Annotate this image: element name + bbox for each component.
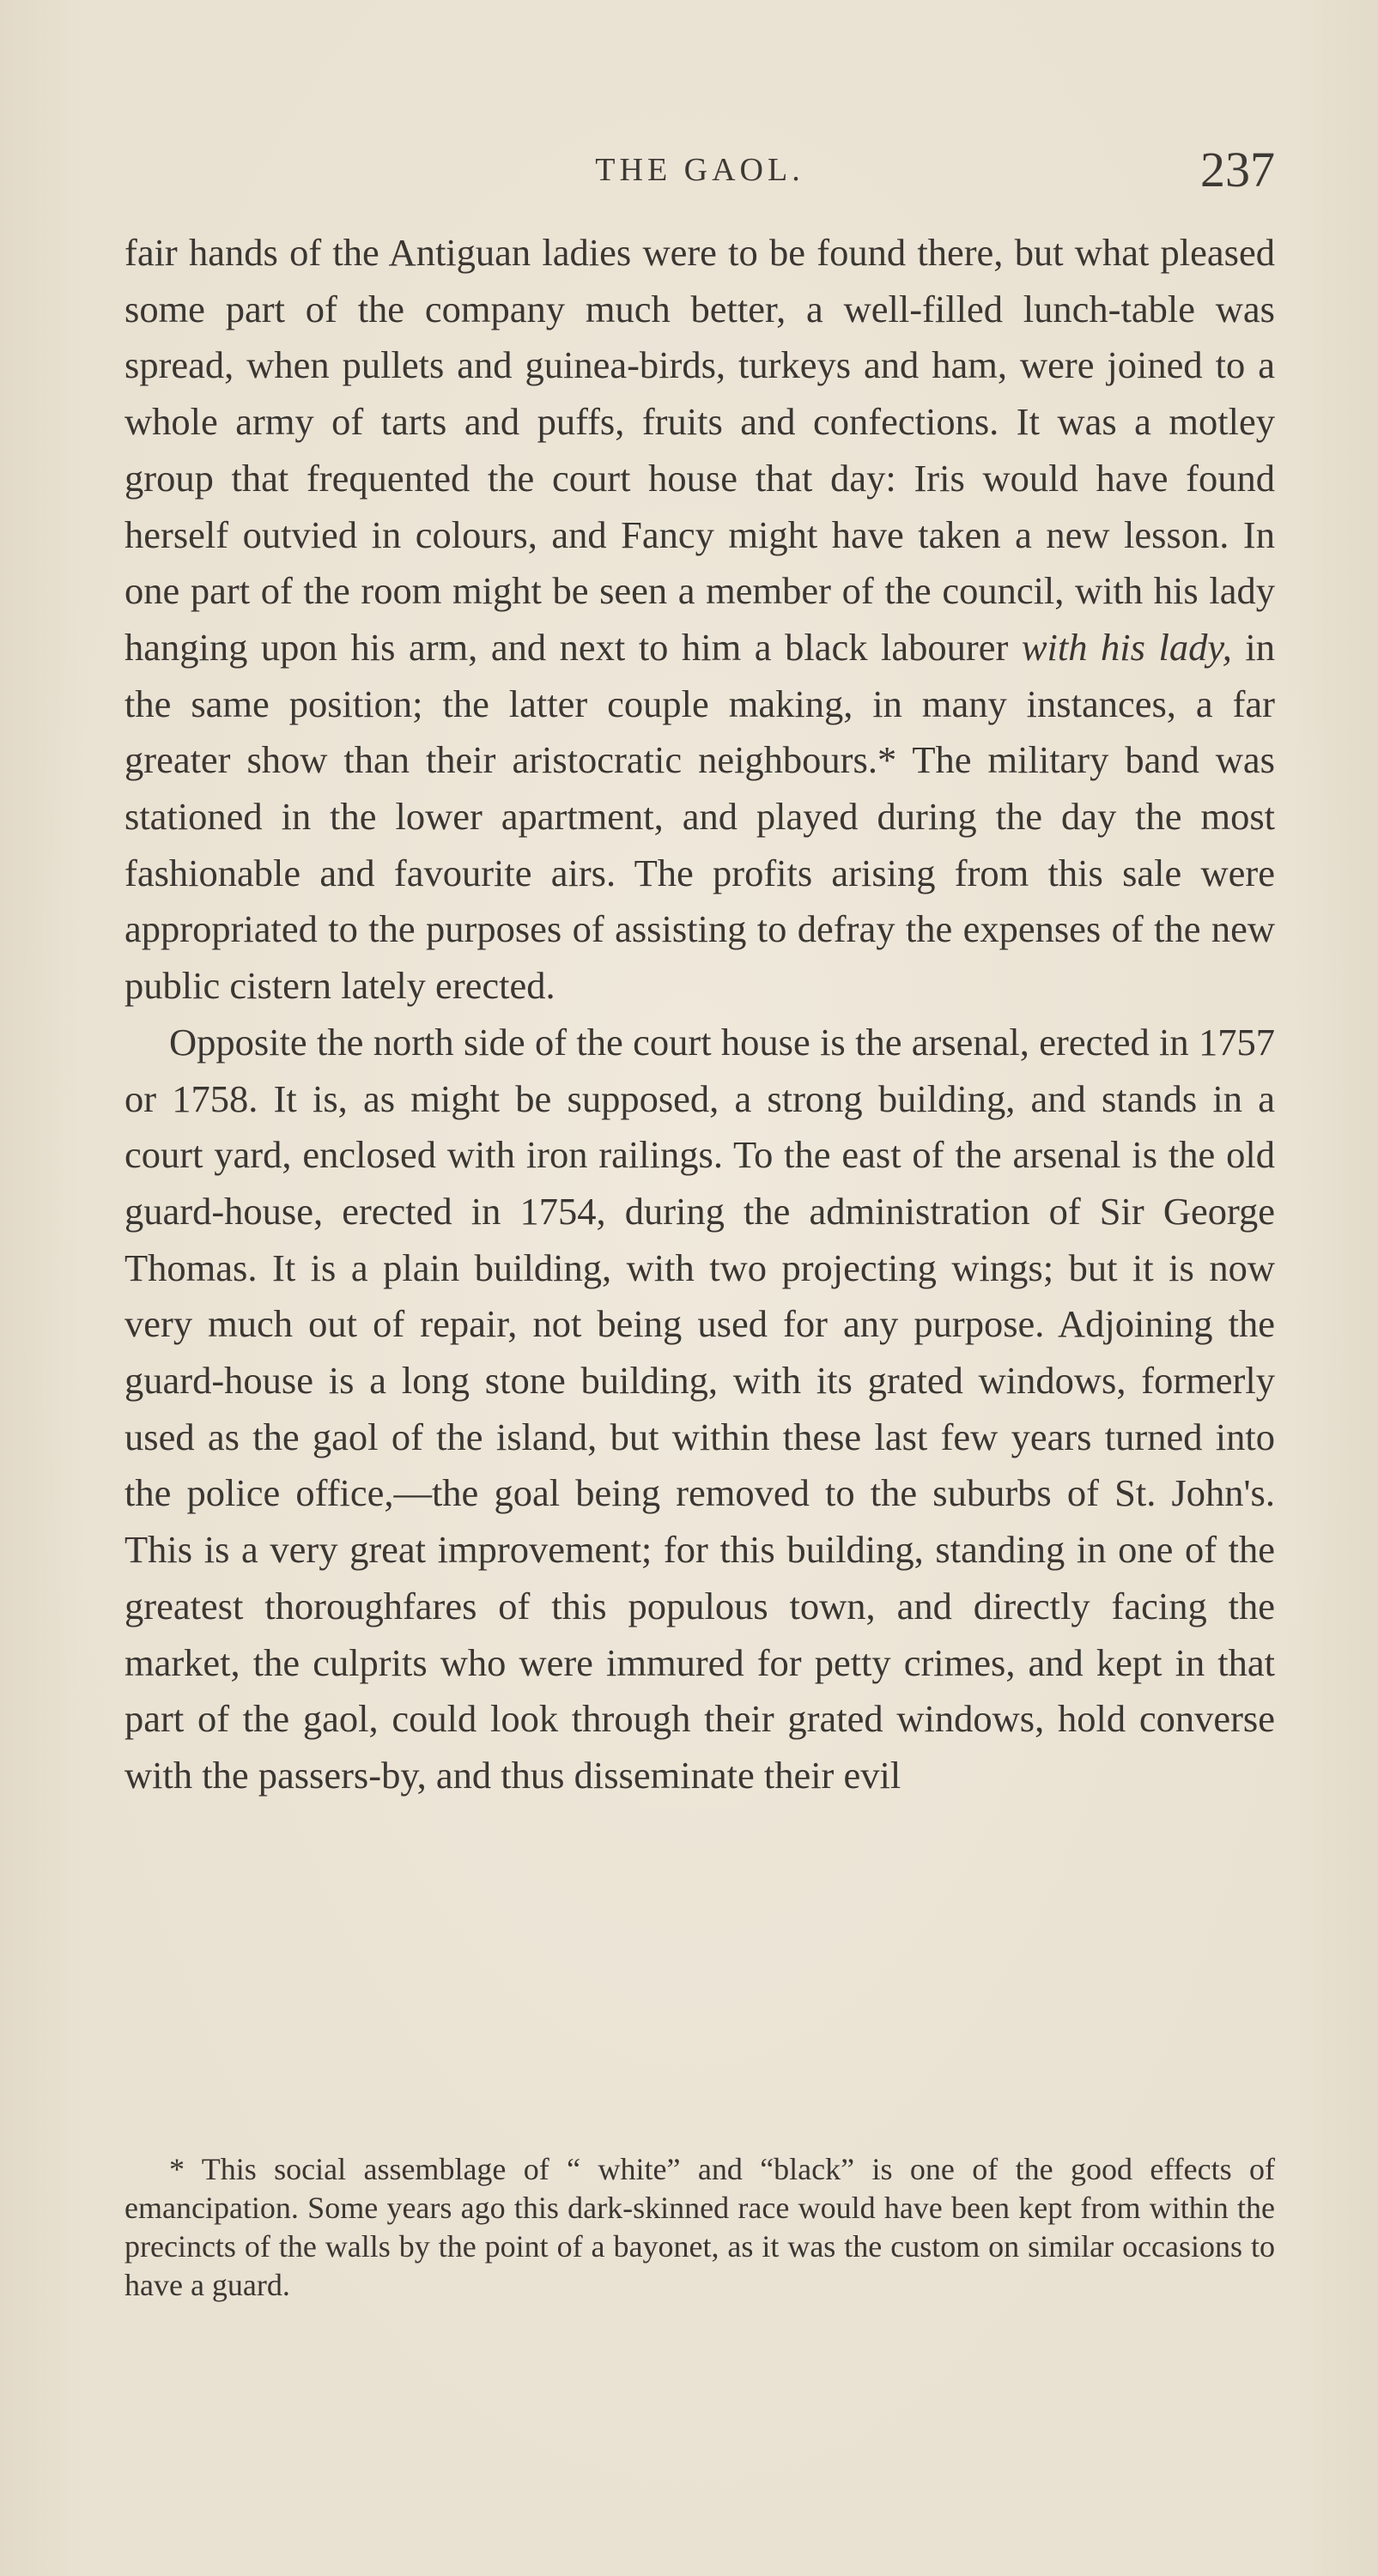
footnote-text: * This social assemblage of “ white” and “black” is one of the good effects of emancipation. Some years ago this dark-skinned race would have been kept from within the precincts of the walls by the point of a bayonet, as it was the custom on similar occasions to have a guard. (124, 2152, 1275, 2302)
page-number: 237 (1200, 142, 1275, 197)
paragraph-2: Opposite the north side of the court house is the arsenal, erected in 1757 or 1758. It is, as might be supposed, a strong building, and stands in a court yard, enclosed with iron railings. To the east of the arsenal is the old guard-house, erected in 1754, during the administration of Sir George Thomas. It is a plain building, with two projecting wings; but it is now very much out of repair, not being used for any purpose. Adjoining the guard-house is a long stone building, with its grated windows, formerly used as the gaol of the island, but within these last few years turned into the police office,—the goal being removed to the suburbs of St. John's. This is a very great improvement; for this building, standing in one of the greatest thoroughfares of this populous town, and directly facing the market, the culprits who were immured for petty crimes, and kept in that part of the gaol, could look through their grated windows, hold converse with the passers-by, and thus disseminate their evil (124, 1020, 1275, 1797)
paragraph-1-text-end: in the same position; the latter couple making, in many instances, a far greater show than their aristocratic neighbours.* The military band was stationed in the lower apartment, and played during the day the most fashionable and favourite airs. The profits arising from this sale were appropriated to the purposes of assisting to defray the expenses of the new public cistern lately erected. (124, 625, 1275, 1008)
body-text (124, 225, 1275, 1804)
page-header (124, 142, 1275, 206)
paragraph-1 (124, 225, 1275, 1015)
paragraph-1-italic-phrase: with his lady, (1021, 625, 1232, 669)
footnote (124, 2150, 1275, 2305)
paragraph-1-text-start: fair hands of the Antiguan ladies were to be found there, but what pleased some part of the company much better, a well-filled lunch-table was spread, when pullets and guinea-birds, turkeys and ham, were joined to a whole army of tarts and puffs, fruits and confections. It was a motley group that frequented the court house that day: Iris would have found herself outvied in colours, and Fancy might have taken a new lesson. In one part of the room might be seen a member of the council, with his lady hanging upon his arm, and next to him a black labourer (124, 231, 1275, 669)
running-head: THE GAOL. (595, 152, 804, 188)
